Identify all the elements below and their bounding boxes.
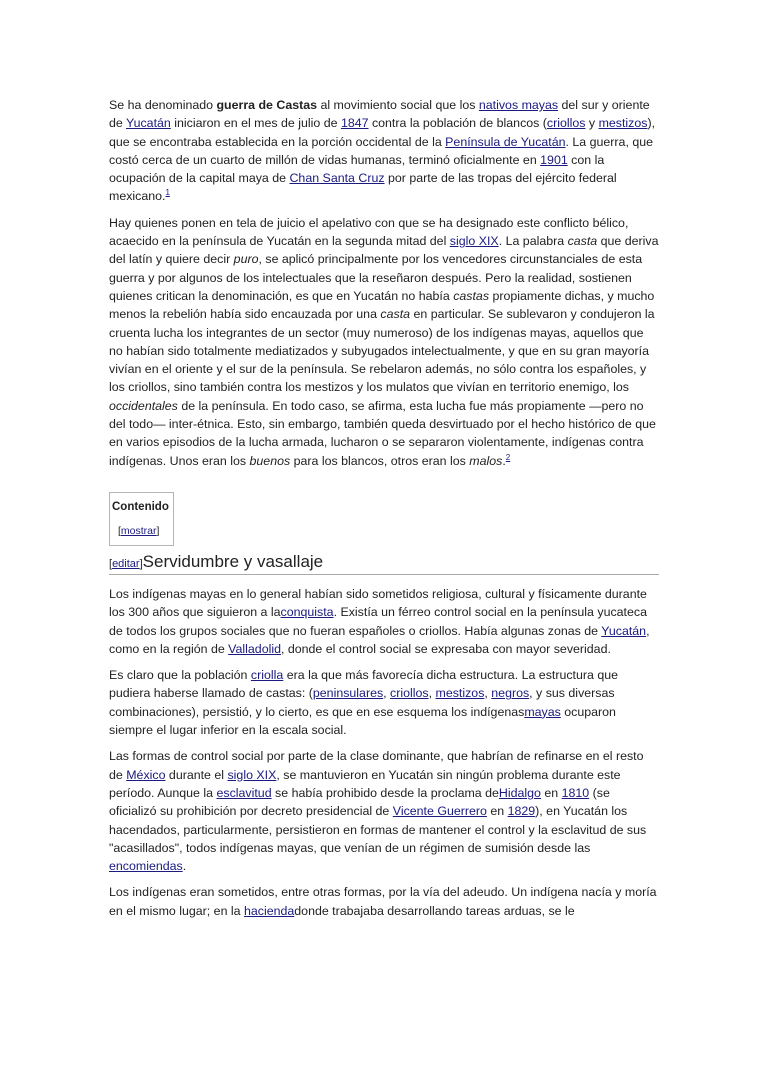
text: ,	[484, 686, 492, 701]
link-hacienda[interactable]: hacienda	[243, 903, 295, 918]
text: iniciaron en el mes de julio de	[170, 116, 341, 131]
link-yucatan[interactable]: Yucatán	[126, 116, 171, 131]
text: (se oficializó su prohibición por decreto presidencial de	[109, 785, 610, 819]
text: Se ha denominado	[109, 98, 217, 112]
text: que deriva del latín y quiere decir	[109, 234, 659, 267]
text: se había prohibido desde la proclama de	[271, 785, 499, 800]
text: . Existía un férreo control social en la península yucateca de todos los grupos sociales que no fueran españoles o criollos. Había algunas zonas de	[109, 605, 647, 638]
toc-title: Contenido	[112, 500, 169, 513]
link-criollos[interactable]: criollos	[546, 116, 586, 131]
text: con la ocupación de la capital maya de	[109, 152, 605, 186]
toc-toggle	[110, 525, 173, 537]
text: ), en Yucatán los hacendados, particularmente, persistieron en formas de mantener el control y la esclavitud de sus "acasillados", todos indígenas mayas, que venían de un régimen de sumisión desde las	[109, 804, 647, 855]
link-siglo-xix[interactable]: siglo XIX	[227, 767, 277, 782]
text: Las formas de control social por parte de la clase dominante, que habrían de refinarse en el resto de	[109, 749, 644, 782]
text: . La guerra, que costó cerca de un cuarto de millón de vidas humanas, terminó oficialmente en	[109, 134, 654, 167]
link-1829[interactable]: 1829	[507, 804, 536, 819]
text: ,	[383, 686, 391, 701]
link-esclavitud[interactable]: esclavitud	[216, 785, 272, 800]
italic-term: puro	[233, 252, 259, 267]
link-vicente-guerrero[interactable]: Vicente Guerrero	[392, 804, 487, 819]
link-mayas[interactable]: mayas	[524, 704, 561, 719]
text: , se mantuvieron en Yucatán sin ningún problema durante este período. Aunque la	[109, 767, 621, 800]
link-criollos[interactable]: criollos	[390, 686, 429, 701]
article-body	[109, 96, 659, 928]
text: .	[182, 859, 187, 874]
text: durante el	[165, 767, 228, 782]
section-title: Servidumbre y vasallaje	[142, 551, 324, 571]
italic-term: casta	[567, 234, 598, 249]
paragraph-3	[109, 585, 659, 658]
link-nativos-mayas[interactable]: nativos mayas	[478, 98, 559, 112]
link-encomiendas[interactable]: encomiendas	[109, 859, 183, 874]
table-of-contents	[109, 492, 174, 546]
bracket: [	[118, 524, 121, 537]
text: Es claro que la población	[109, 668, 251, 683]
text: .	[502, 453, 506, 468]
link-mexico[interactable]: México	[126, 767, 166, 782]
italic-term: buenos	[249, 453, 291, 468]
text: ocuparon siempre el lugar inferior en la escala social.	[109, 704, 616, 738]
bracket: ]	[156, 524, 160, 537]
link-hidalgo[interactable]: Hidalgo	[498, 785, 541, 800]
text: en	[540, 785, 562, 800]
text: del sur y oriente de	[109, 98, 650, 131]
link-siglo-xix[interactable]: siglo XIX	[449, 234, 499, 249]
text: al movimiento social que los	[317, 98, 479, 112]
italic-term: casta	[380, 307, 411, 322]
text: en	[486, 804, 508, 819]
link-peninsulares[interactable]: peninsulares	[312, 686, 384, 701]
link-mestizos[interactable]: mestizos	[598, 116, 648, 131]
text: en particular. Se sublevaron y condujeron la cruenta lucha los integrantes de un sector (muy numeroso) de los indígenas mayas, aquellos que no habían sido totalmente mediatizados y subyugados intelectualmente, y que en su gran mayoría vivían en el oriente y el sur de la península. Se rebelaron además, no sólo contra los españoles, y los criollos, sino también contra los mestizos y los mulatos que vivían en territorio enemigo, los	[109, 307, 655, 395]
text: , se aplicó principalmente por los vencedores circunstanciales de esta guerra y por algunos de los intelectuales que la reseñaron después. Pero la realidad, sostienen quienes critican la denominación, es que en Yucatán no había	[109, 252, 643, 303]
text: y	[585, 116, 599, 131]
paragraph-5	[109, 747, 659, 875]
text: propiamente dichas, y mucho menos la rebelión había sido encauzada por una	[109, 288, 655, 322]
link-1810[interactable]: 1810	[561, 785, 590, 800]
text: , y sus diversas combinaciones), persistió, y lo cierto, es que en ese esquema los indígenas	[109, 686, 615, 719]
edit-section	[109, 558, 143, 570]
bold-term: guerra de Castas	[216, 98, 318, 112]
italic-term: malos	[469, 453, 503, 468]
reference-1[interactable]: 1	[165, 188, 170, 198]
bracket: ]	[139, 557, 143, 570]
text: ,	[428, 686, 436, 701]
italic-term: occidentales	[109, 398, 178, 413]
text: . La palabra	[498, 234, 568, 249]
link-mestizos[interactable]: mestizos	[435, 686, 485, 701]
link-valladolid[interactable]: Valladolid	[228, 641, 281, 656]
text: para los blancos, otros eran los	[290, 453, 470, 468]
text: Hay quienes ponen en tela de juicio el apelativo con que se ha designado este conflicto bélico, acaecido en la península de Yucatán en la segunda mitad del	[109, 215, 629, 249]
link-negros[interactable]: negros	[491, 686, 530, 701]
italic-term: castas	[453, 288, 490, 303]
intro-paragraph	[109, 96, 659, 206]
reference-2[interactable]: 2	[505, 452, 511, 462]
link-1847[interactable]: 1847	[340, 116, 369, 131]
link-criolla[interactable]: criolla	[250, 668, 284, 683]
text: , como en la región de	[109, 623, 650, 656]
paragraph-2	[109, 214, 659, 470]
text: donde trabajaba desarrollando tareas arduas, se le	[294, 903, 575, 918]
toc-show-link[interactable]: mostrar	[120, 524, 157, 537]
link-yucatan[interactable]: Yucatán	[601, 623, 647, 638]
text: por parte de las tropas del ejército federal mexicano.	[109, 171, 617, 204]
text: Los indígenas eran sometidos, entre otras formas, por la vía del adeudo. Un indígena nacía y moría en el mismo lugar; en la	[109, 885, 657, 918]
paragraph-4	[109, 666, 659, 739]
bracket: [	[109, 557, 113, 570]
link-conquista[interactable]: conquista	[280, 605, 334, 620]
edit-link[interactable]: editar	[112, 557, 140, 570]
link-peninsula-de-yucatan[interactable]: Península de Yucatán	[445, 134, 566, 149]
text: de la península. En todo caso, se afirma, esta lucha fue más propiamente —pero no del todo— inter-étnica. Esto, sin embargo, también queda desvirtuado por el hecho histórico de que en varios episodios de la lucha armada, lucharon o se separaron violentamente, indígenas contra indígenas. Unos eran los	[109, 398, 656, 468]
link-chan-santa-cruz[interactable]: Chan Santa Cruz	[289, 171, 385, 186]
text: era la que más favorecía dicha estructura. La estructura que pudiera haberse llamado de castas: (	[109, 668, 619, 701]
text: , donde el control social se expresaba con mayor severidad.	[280, 641, 611, 656]
section-heading	[109, 552, 659, 575]
text: Los indígenas mayas en lo general habían sido sometidos religiosa, cultural y físicamente durante los 300 años que siguieron a la	[109, 586, 647, 620]
paragraph-6	[109, 883, 659, 920]
text: ), que se encontraba establecida en la porción occidental de la	[109, 116, 656, 149]
text: contra la población de blancos (	[368, 116, 547, 131]
link-1901[interactable]: 1901	[540, 152, 568, 167]
